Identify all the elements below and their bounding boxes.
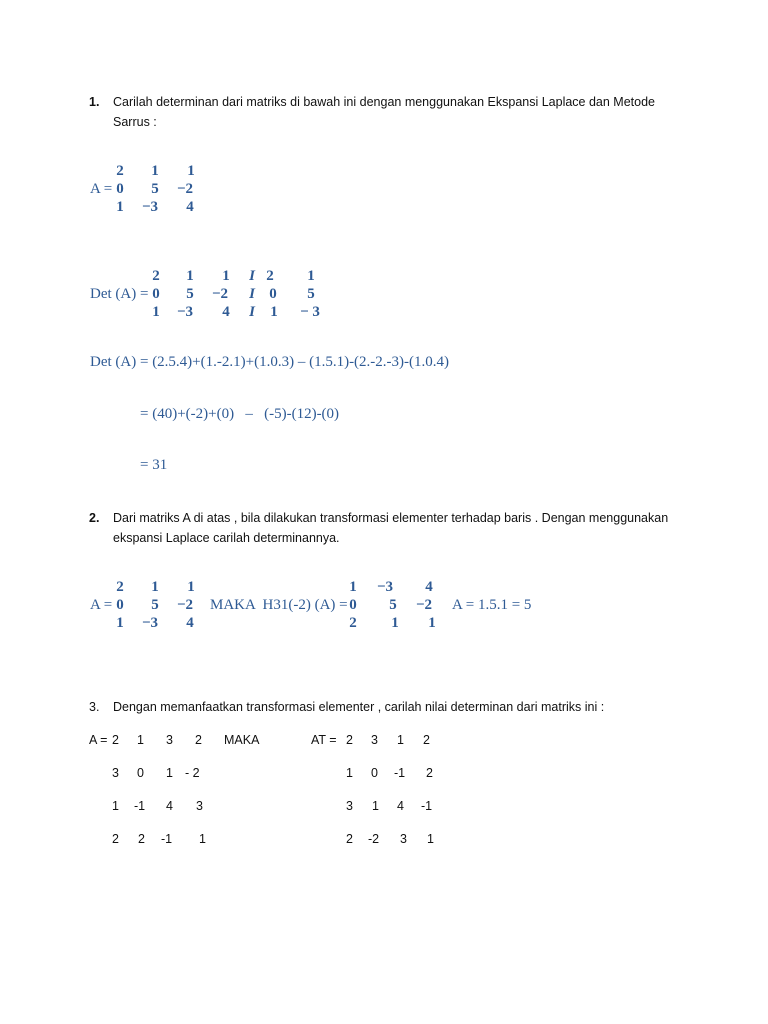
matrix-cell: 2 <box>112 832 119 846</box>
question-text-line1: Carilah determinan dari matriks di bawah ini dengan menggunakan Ekspansi Laplace dan Metode <box>113 95 655 109</box>
matrix-cell: 4 <box>186 615 194 631</box>
matrix-cell: −3 <box>141 615 159 631</box>
matrix-cell: -1 <box>421 799 433 813</box>
matrix-cell: 2 <box>346 832 353 846</box>
matrix-cell: -1 <box>394 766 406 780</box>
matrix-cell: 2 <box>116 579 124 595</box>
matrix-cell: 2 <box>426 766 433 780</box>
maka-label: MAKA <box>224 733 260 747</box>
matrix-cell: 4 <box>186 199 194 215</box>
det-cell: 1 <box>186 268 194 284</box>
det-cell: 5 <box>307 286 315 302</box>
calc-step-1: Det (A) = (2.5.4)+(1.-2.1)+(1.0.3) – (1.5.1)-(2.-2.-3)-(1.0.4) <box>90 354 450 370</box>
determinant-result: A = 1.5.1 = 5 <box>452 597 532 613</box>
question-text-line1: Dari matriks A di atas , bila dilakukan transformasi elementer terhadap baris . Dengan menggunakan <box>113 511 669 525</box>
matrix-cell: 0 <box>349 597 357 613</box>
matrix-cell: 3 <box>196 799 203 813</box>
matrix-cell: 2 <box>423 733 430 747</box>
matrix-cell: 1 <box>199 832 206 846</box>
matrix-cell: 1 <box>391 615 399 631</box>
det-separator: I <box>249 286 255 302</box>
matrix-cell: 2 <box>116 163 124 179</box>
matrix-cell: 1 <box>349 579 357 595</box>
det-cell: 1 <box>152 304 160 320</box>
matrix-cell: 1 <box>116 615 124 631</box>
det-cell: −2 <box>211 286 229 302</box>
matrix-cell: -1 <box>134 799 146 813</box>
matrix-cell: 2 <box>349 615 357 631</box>
matrix-cell: 3 <box>166 733 173 747</box>
matrix-cell: 2 <box>195 733 202 747</box>
det-label: Det (A) = <box>90 286 149 302</box>
matrix-cell: 1 <box>427 832 434 846</box>
matrix-cell: 0 <box>116 597 124 613</box>
det-cell: 0 <box>269 286 277 302</box>
det-cell: 5 <box>186 286 194 302</box>
matrix-cell: 0 <box>371 766 378 780</box>
matrix-cell: 1 <box>187 163 195 179</box>
det-cell: −3 <box>176 304 194 320</box>
det-cell: 2 <box>266 268 274 284</box>
matrix-label: A = <box>90 597 113 613</box>
question-text-line2: ekspansi Laplace carilah determinannya. <box>113 531 340 545</box>
matrix-cell: 1 <box>372 799 379 813</box>
matrix-cell: 1 <box>112 799 119 813</box>
matrix-cell: - 2 <box>185 766 200 780</box>
det-cell: 1 <box>270 304 278 320</box>
question-number: 3. <box>89 700 100 714</box>
det-separator: I <box>249 268 255 284</box>
matrix-cell: 1 <box>166 766 173 780</box>
matrix-cell: −2 <box>415 597 433 613</box>
matrix-cell: 1 <box>346 766 353 780</box>
matrix-cell: 1 <box>116 199 124 215</box>
matrix-cell: 3 <box>400 832 407 846</box>
matrix-label: A = <box>90 181 113 197</box>
matrix-cell: 0 <box>137 766 144 780</box>
matrix-cell: 1 <box>151 579 159 595</box>
det-cell: 1 <box>222 268 230 284</box>
matrix-cell: 2 <box>138 832 145 846</box>
matrix-cell: −3 <box>141 199 159 215</box>
matrix-cell: 4 <box>166 799 173 813</box>
matrix-cell: 1 <box>137 733 144 747</box>
question-number: 2. <box>89 511 100 525</box>
matrix-cell: −2 <box>176 597 194 613</box>
transpose-label: AT = <box>311 733 337 747</box>
det-cell: 1 <box>307 268 315 284</box>
matrix-cell: 5 <box>389 597 397 613</box>
matrix-cell: 2 <box>346 733 353 747</box>
calc-step-3: = 31 <box>140 457 168 473</box>
matrix-cell: 5 <box>151 181 159 197</box>
question-text-line2: Sarrus : <box>113 115 157 129</box>
det-cell: − 3 <box>300 304 320 320</box>
det-separator: I <box>249 304 255 320</box>
matrix-cell: 3 <box>346 799 353 813</box>
matrix-cell: 1 <box>397 733 404 747</box>
question-number: 1. <box>89 95 100 109</box>
det-cell: 4 <box>222 304 230 320</box>
det-cell: 0 <box>152 286 160 302</box>
matrix-cell: 1 <box>428 615 436 631</box>
matrix-cell: 0 <box>116 181 124 197</box>
matrix-cell: 2 <box>112 733 119 747</box>
matrix-cell: 5 <box>151 597 159 613</box>
matrix-cell: 1 <box>187 579 195 595</box>
matrix-cell: 3 <box>112 766 119 780</box>
matrix-cell: 4 <box>425 579 433 595</box>
matrix-cell: -2 <box>368 832 380 846</box>
matrix-label: A = <box>89 733 108 747</box>
calc-step-2: = (40)+(-2)+(0) – (-5)-(12)-(0) <box>140 406 340 422</box>
matrix-cell: −3 <box>376 579 394 595</box>
det-cell: 2 <box>152 268 160 284</box>
question-text: Dengan memanfaatkan transformasi elementer , carilah nilai determinan dari matriks ini : <box>113 700 605 714</box>
matrix-cell: 3 <box>371 733 378 747</box>
matrix-cell: -1 <box>161 832 173 846</box>
matrix-cell: −2 <box>176 181 194 197</box>
transformation-label: MAKA H31(-2) (A) = <box>210 597 348 613</box>
matrix-cell: 1 <box>151 163 159 179</box>
matrix-cell: 4 <box>397 799 404 813</box>
